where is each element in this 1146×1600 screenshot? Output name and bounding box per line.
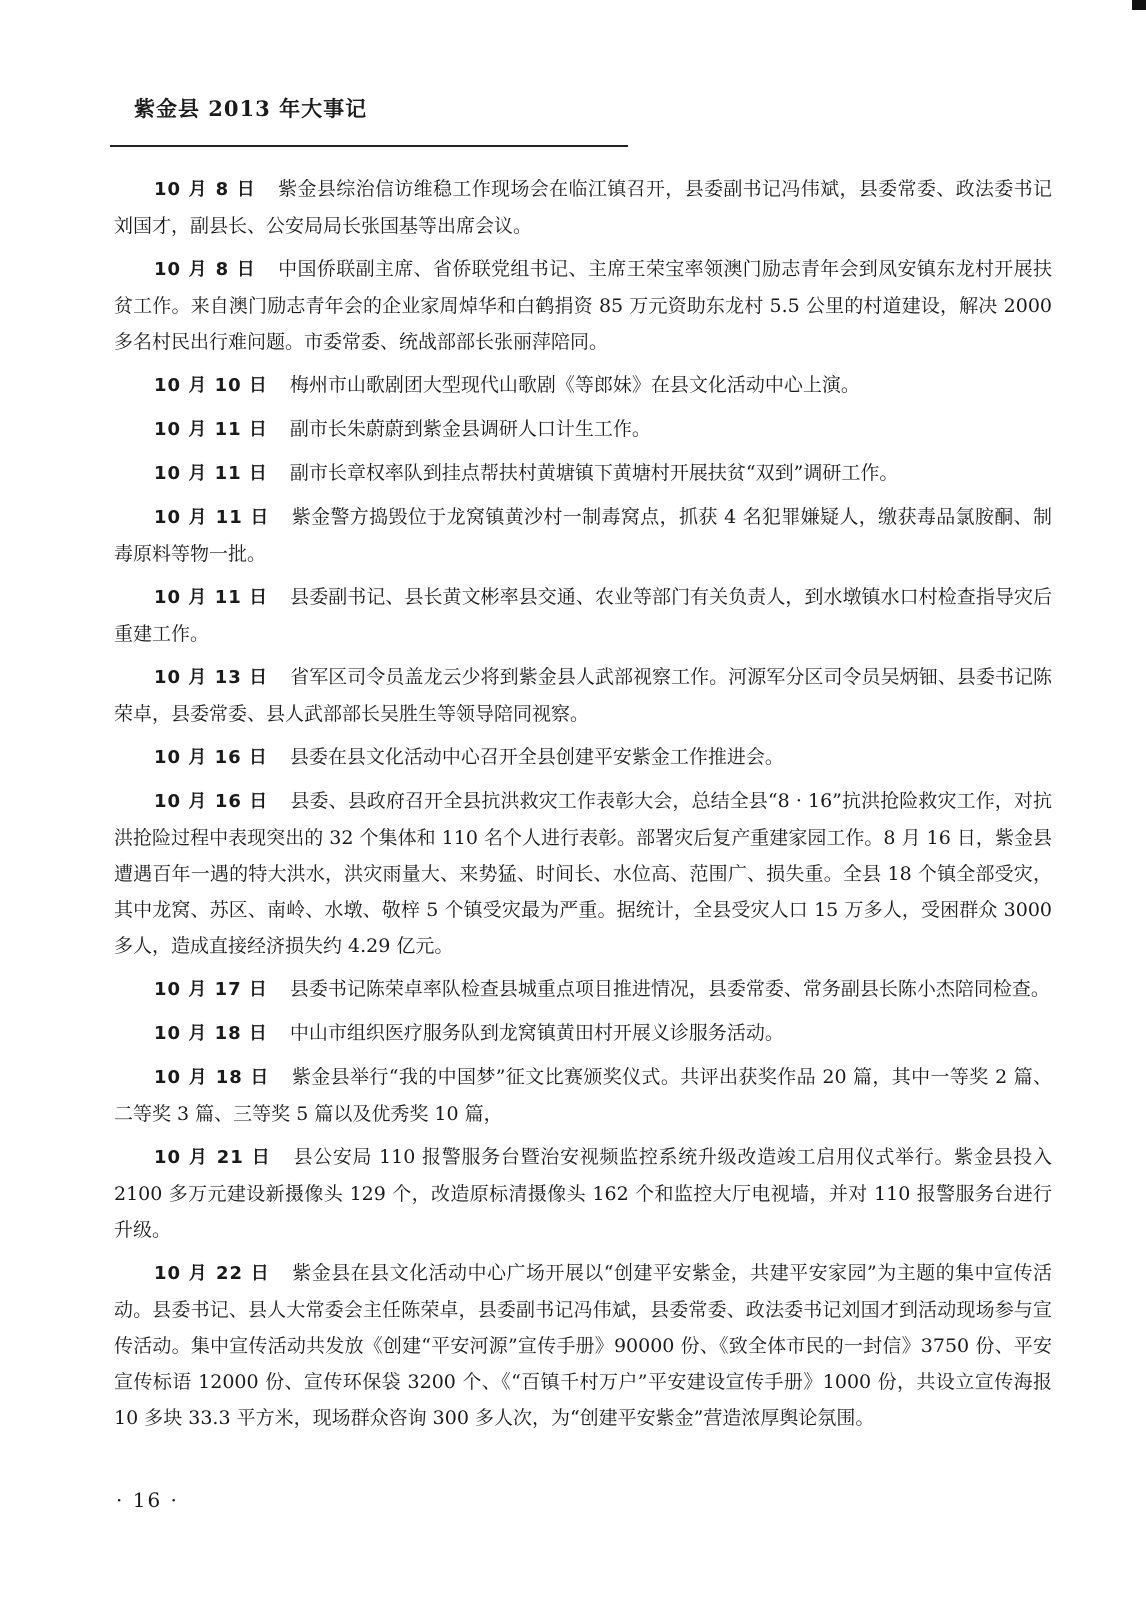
entry — [114, 499, 1052, 572]
entry — [114, 411, 1052, 448]
entry — [114, 1059, 1052, 1132]
entry-text: 县委在县文化活动中心召开全县创建平安紫金工作推进会。 — [289, 746, 784, 768]
entry — [114, 1015, 1052, 1052]
entry — [114, 579, 1052, 652]
entry-date: 10 月 10 日 — [154, 375, 268, 396]
entry-text: 副市长章权率队到挂点帮扶村黄塘镇下黄塘村开展扶贫“双到”调研工作。 — [289, 462, 899, 484]
running-title: 紫金县 2013 年大事记 — [134, 96, 368, 121]
entry-text: 紫金县举行“我的中国梦”征文比赛颁奖仪式。共评出获奖作品 20 篇，其中一等奖 2 篇、二等奖 3 篇、三等奖 5 篇以及优秀奖 10 篇， — [114, 1066, 1052, 1125]
entry-text: 中国侨联副主席、省侨联党组书记、主席王荣宝率领澳门励志青年会到凤安镇东龙村开展扶贫工作。来自澳门励志青年会的企业家周焯华和白鹤捐资 85 万元资助东龙村 5.5 公里的村道建设，解决 2000 多名村民出行难问题。市委常委、统战部部长张丽萍陪同。 — [114, 258, 1052, 353]
entry-date: 10 月 17 日 — [154, 979, 268, 1000]
entry-date: 10 月 21 日 — [154, 1147, 272, 1168]
entry-date: 10 月 18 日 — [154, 1023, 268, 1044]
entry-date: 10 月 11 日 — [154, 419, 268, 440]
entry-date: 10 月 8 日 — [154, 179, 257, 200]
entry — [114, 1139, 1052, 1248]
entry-text: 省军区司令员盖龙云少将到紫金县人武部视察工作。河源军分区司令员吴炳钿、县委书记陈荣卓，县委常委、县人武部部长吴胜生等领导陪同视察。 — [114, 666, 1052, 725]
entry-date: 10 月 11 日 — [154, 507, 270, 528]
entry-date: 10 月 11 日 — [154, 587, 269, 608]
entry — [114, 739, 1052, 776]
entry-date: 10 月 13 日 — [154, 667, 269, 688]
entry-text: 紫金县综治信访维稳工作现场会在临江镇召开，县委副书记冯伟斌，县委常委、政法委书记刘国才，副县长、公安局局长张国基等出席会议。 — [114, 178, 1052, 237]
entry-text: 紫金警方捣毁位于龙窝镇黄沙村一制毒窝点，抓获 4 名犯罪嫌疑人，缴获毒品氯胺酮、制毒原料等物一批。 — [114, 506, 1053, 565]
entry-text: 紫金县在县文化活动中心广场开展以“创建平安紫金，共建平安家园”为主题的集中宣传活动。县委书记、县人大常委会主任陈荣卓，县委副书记冯伟斌，县委常委、政法委书记刘国才到活动现场参与宣传活动。集中宣传活动共发放《创建“平安河源”宣传手册》90000 份、《致全体市民的一封信》3750 份、平安宣传标语 12000 份、宣传环保袋 3200 个、《“百镇千村万户”平安建设宣传手册》1000 份，共设立宣传海报 10 多块 33.3 平方米，现场群众咨询 300 多人次，为“创建平安紫金”营造浓厚舆论氛围。 — [114, 1262, 1052, 1429]
entry-text: 县委书记陈荣卓率队检查县城重点项目推进情况，县委常委、常务副县长陈小杰陪同检查。 — [289, 978, 1050, 1000]
entry — [114, 1255, 1052, 1436]
entry — [114, 783, 1052, 964]
entry — [114, 971, 1052, 1008]
entry-date: 10 月 16 日 — [154, 747, 268, 768]
entry-date: 10 月 18 日 — [154, 1067, 270, 1088]
entry — [114, 659, 1052, 732]
entry-text: 副市长朱蔚蔚到紫金县调研人口计生工作。 — [289, 418, 651, 440]
entry-date: 10 月 16 日 — [154, 791, 269, 812]
entry-text: 县委、县政府召开全县抗洪救灾工作表彰大会，总结全县“8 · 16”抗洪抢险救灾工作，对抗洪抢险过程中表现突出的 32 个集体和 110 名个人进行表彰。部署灾后复产重建家园工作。8 月 16 日，紫金县遭遇百年一遇的特大洪水，洪灾雨量大、来势猛、时间长、水位高、范围广、损失重。全县 18 个镇全部受灾，其中龙窝、苏区、南岭、水墩、敬梓 5 个镇受灾最为严重。据统计，全县受灾人口 15 万多人，受困群众 3000 多人，造成直接经济损失约 4.29 亿元。 — [114, 790, 1052, 957]
entry — [114, 367, 1052, 404]
header-rule — [110, 145, 628, 147]
scan-edge-mark — [1132, 0, 1146, 10]
entry-text: 梅州市山歌剧团大型现代山歌剧《等郎妹》在县文化活动中心上演。 — [289, 374, 860, 396]
entry-text: 县公安局 110 报警服务台暨治安视频监控系统升级改造竣工启用仪式举行。紫金县投入 2100 多万元建设新摄像头 129 个，改造原标清摄像头 162 个和监控大厅电视墙，并对 110 报警服务台进行升级。 — [114, 1146, 1052, 1241]
entry-text: 中山市组织医疗服务队到龙窝镇黄田村开展义诊服务活动。 — [289, 1022, 784, 1044]
page-number: · 16 · — [116, 1488, 179, 1512]
entry — [114, 251, 1052, 360]
entry-text: 县委副书记、县长黄文彬率县交通、农业等部门有关负责人，到水墩镇水口村检查指导灾后重建工作。 — [114, 586, 1052, 645]
chronicle-entries — [114, 171, 1052, 1443]
entry — [114, 455, 1052, 492]
entry — [114, 171, 1052, 244]
entry-date: 10 月 8 日 — [154, 259, 257, 280]
entry-date: 10 月 11 日 — [154, 463, 268, 484]
entry-date: 10 月 22 日 — [154, 1263, 271, 1284]
